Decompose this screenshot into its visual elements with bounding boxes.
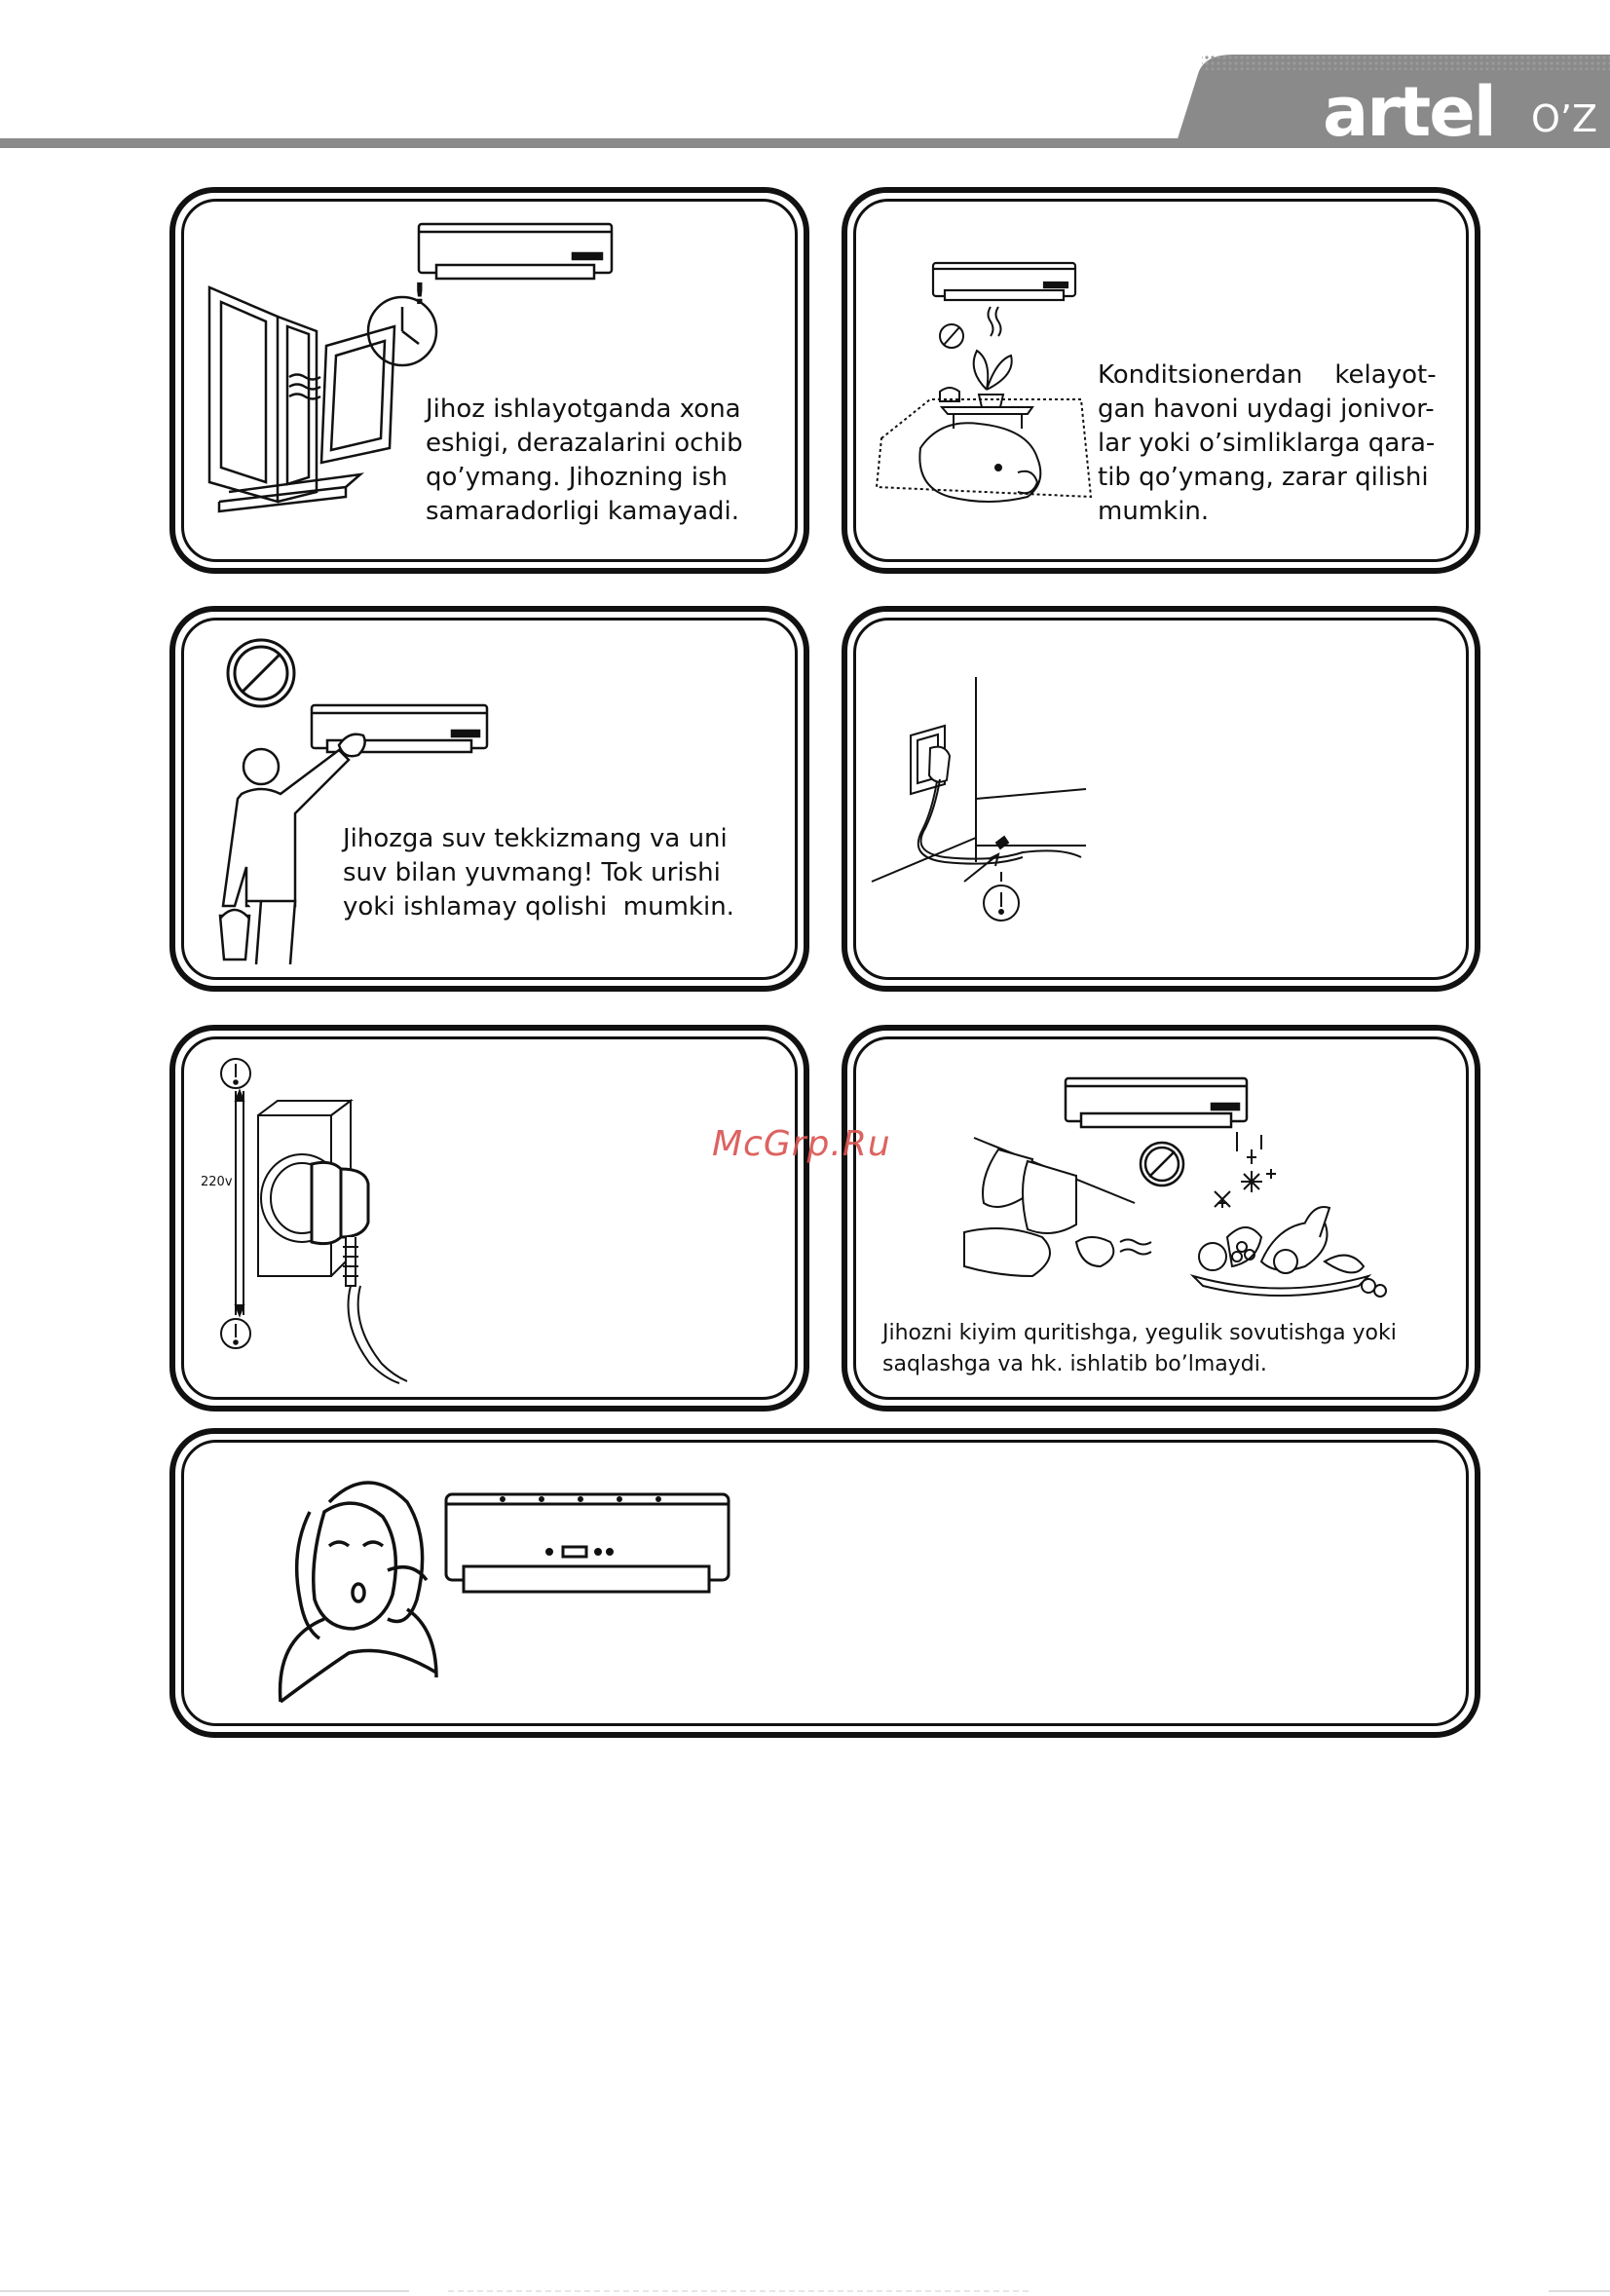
air-conditioner-icon bbox=[1064, 1076, 1249, 1133]
footer-print-strip bbox=[0, 2287, 1610, 2296]
panel-doors-windows-text: Jihoz ishlayotganda xona eshigi, derazalarini ochib qo’ymang. Jihozning ish samaradorligi kamayadi. bbox=[426, 395, 743, 526]
panel-pets-plants-text: Konditsionerdan kelayot- gan havoni uydagi jonivor- lar yoki o’simliklarga qara- tib qo’ymang, zarar qilishi mumkin. bbox=[1098, 360, 1437, 526]
voltage-label: 220v bbox=[201, 1175, 233, 1189]
wall-socket-cable-illustration bbox=[867, 672, 1101, 925]
voltage-plug-illustration bbox=[195, 1052, 438, 1383]
brand-logo: artel bbox=[1323, 72, 1495, 152]
air-conditioner-icon bbox=[417, 222, 614, 282]
person-icon bbox=[271, 1473, 446, 1712]
air-conditioner-icon bbox=[444, 1492, 730, 1596]
prohibited-icon bbox=[224, 636, 298, 710]
panel-no-drying-food-text: Jihozni kiyim quritishga, yegulik sovutishga yoki saqlashga va hk. ishlatib bo’lmaydi. bbox=[882, 1321, 1397, 1376]
language-code: O’Z bbox=[1531, 97, 1598, 140]
watermark: McGrp.Ru bbox=[712, 1124, 891, 1164]
pets-plants-illustration bbox=[872, 302, 1096, 507]
warning-icon: ! bbox=[413, 278, 427, 312]
air-conditioner-icon bbox=[931, 261, 1077, 304]
clothes-food-illustration bbox=[959, 1130, 1388, 1305]
panel-no-water-text: Jihozga suv tekkizmang va uni suv bilan yuvmang! Tok urishi yoki ishlamay qolishi mumkin. bbox=[343, 824, 734, 922]
